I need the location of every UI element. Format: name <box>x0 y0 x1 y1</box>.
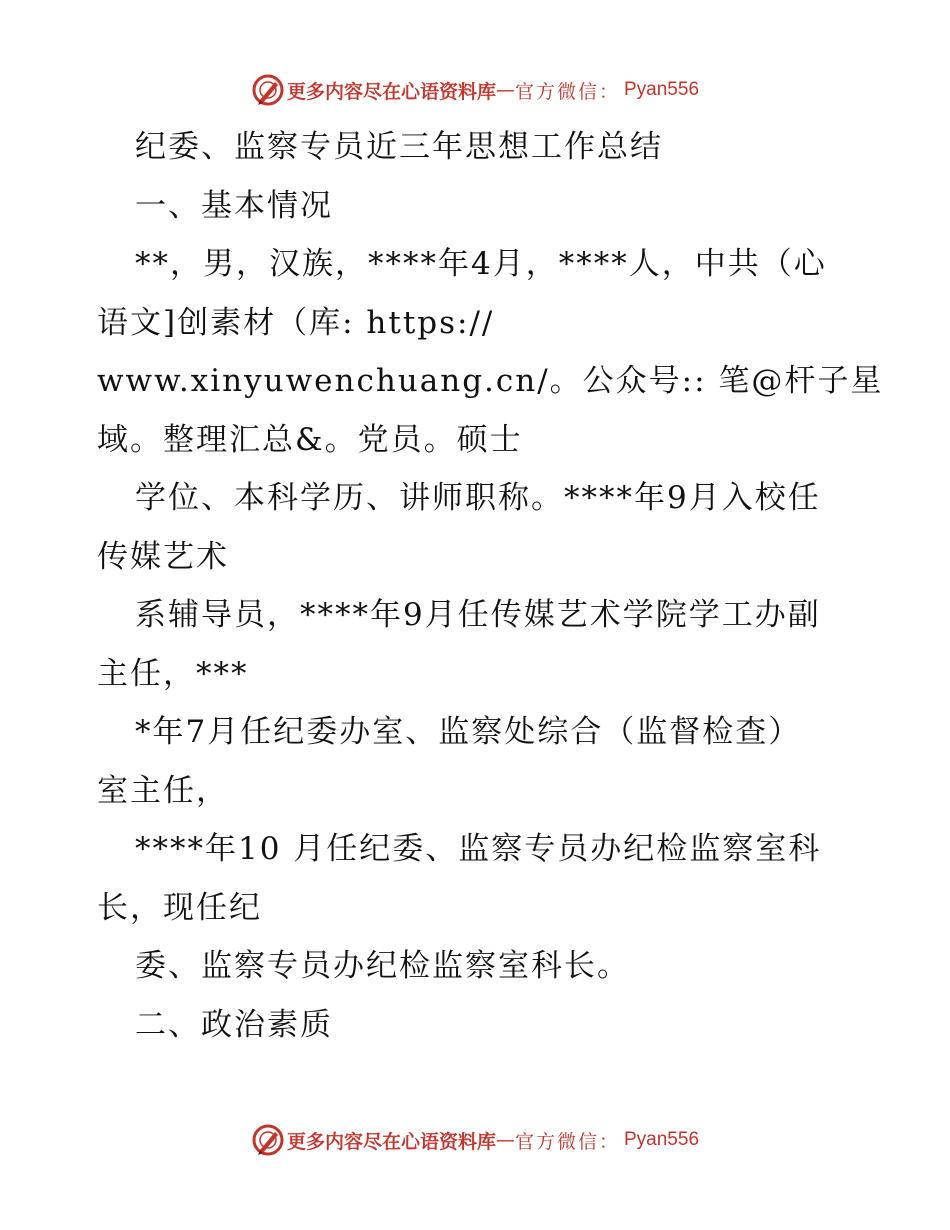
section-heading-political: 二、政治素质 <box>135 1006 333 1043</box>
paragraph-line: 域。整理汇总&。党员。硕士 <box>97 421 523 458</box>
paragraph-line: 主任，*** <box>97 655 249 692</box>
banner-dash: — <box>495 1129 515 1151</box>
paragraph-line: 委、监察专员办纪检监察室科长。 <box>135 948 630 984</box>
document-body <box>97 118 884 1054</box>
banner-official-label: 官方微信： <box>514 80 620 103</box>
paragraph-line: 学位、本科学历、讲师职称。****年9月入校任 <box>135 480 821 516</box>
paragraph-line: **，男，汉族，****年4月，****人，中共（心 <box>135 246 827 282</box>
document-title: 纪委、监察专员近三年思想工作总结 <box>135 129 663 165</box>
paragraph-line: *年7月任纪委办室、监察处综合（监督检查） <box>135 714 802 750</box>
banner-text: 更多内容尽在心语资料库 <box>286 80 496 103</box>
paragraph-line: 语文]创素材（库: https:// <box>97 304 495 341</box>
banner-wechat-id: Pyan556 <box>624 1129 700 1150</box>
banner-wechat-id: Pyan556 <box>624 79 700 100</box>
banner-official-label: 官方微信： <box>514 1130 620 1153</box>
banner-text: 更多内容尽在心语资料库 <box>286 1130 496 1153</box>
paragraph-line: www.xinyuwenchuang.cn/。公众号:: 笔@杆子星 <box>97 363 884 399</box>
footer-banner <box>0 1120 950 1160</box>
paragraph-line: ****年10 月任纪委、监察专员办纪检监察室科 <box>135 831 822 867</box>
paragraph-line: 室主任， <box>97 772 229 809</box>
pen-logo-icon <box>251 1123 285 1157</box>
pen-logo-icon <box>251 73 285 107</box>
header-banner <box>0 70 950 110</box>
paragraph-line: 长，现任纪 <box>97 889 262 926</box>
banner-dash: — <box>495 79 515 101</box>
paragraph-line: 系辅导员，****年9月任传媒艺术学院学工办副 <box>135 597 821 633</box>
paragraph-line: 传媒艺术 <box>97 538 229 575</box>
section-heading-basic-info: 一、基本情况 <box>135 187 333 224</box>
